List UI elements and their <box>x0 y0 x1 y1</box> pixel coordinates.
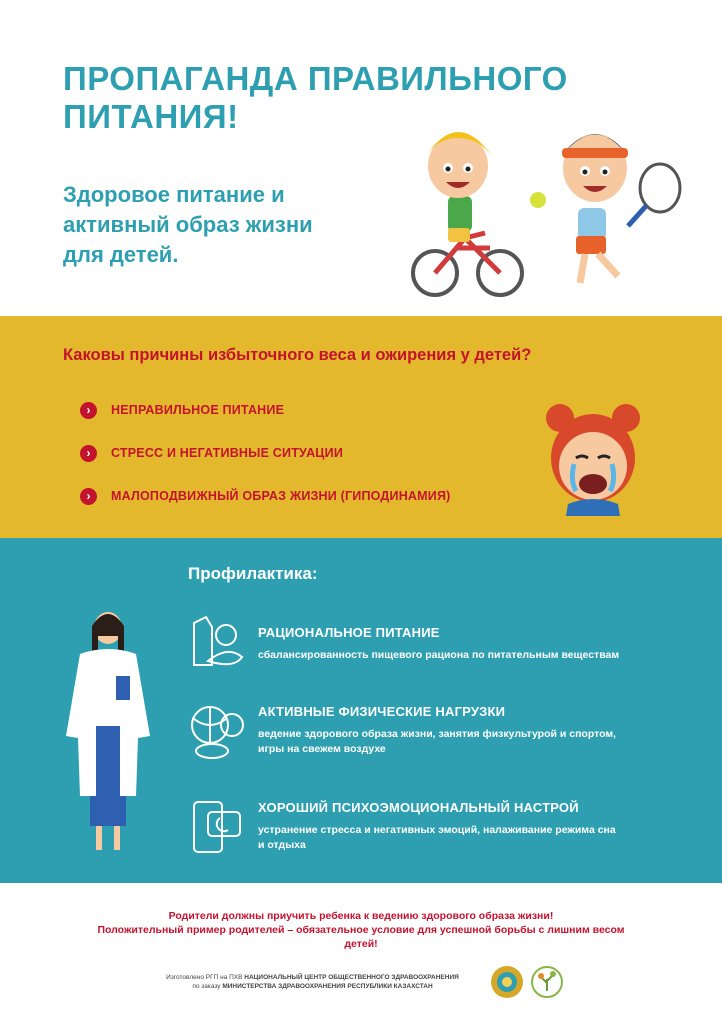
footer-credits <box>140 973 485 991</box>
credits-line-2: по заказу МИНИСТЕРСТВА ЗДРАВООХРАНЕНИЯ РЕСПУБЛИКИ КАЗАХСТАН <box>192 983 433 990</box>
footer-message <box>60 909 662 951</box>
title-line-1: ПРОПАГАНДА ПРАВИЛЬНОГО <box>63 60 568 97</box>
footer-section <box>0 883 722 1024</box>
prevention-heading-activity: АКТИВНЫЕ ФИЗИЧЕСКИЕ НАГРУЗКИ <box>258 704 506 719</box>
prevention-desc-mood <box>258 823 683 853</box>
desc-line: ведение здорового образа жизни, занятия физкультурой и спортом, <box>258 728 617 740</box>
cause-label: СТРЕСС И НЕГАТИВНЫЕ СИТУАЦИИ <box>111 446 344 460</box>
desc-line: игры на свежем воздухе <box>258 743 386 755</box>
cause-label: НЕПРАВИЛЬНОЕ ПИТАНИЕ <box>111 403 285 417</box>
food-icon <box>188 613 246 671</box>
chevron-right-icon: › <box>80 488 97 505</box>
doctor-illustration <box>58 606 158 856</box>
cause-item-inactivity <box>80 486 451 506</box>
footer-message-line-3: детей! <box>344 938 378 950</box>
prevention-heading-mood: ХОРОШИЙ ПСИХОЭМОЦИОНАЛЬНЫЙ НАСТРОЙ <box>258 800 579 815</box>
prevention-section <box>0 538 722 883</box>
bike-boy-figure <box>413 132 522 295</box>
desc-line: и отдыха <box>258 839 306 851</box>
causes-section <box>0 316 722 538</box>
desc-line: устранение стресса и негативных эмоций, налаживание режима сна <box>258 824 616 836</box>
subtitle-line-1: Здоровое питание и <box>63 182 285 207</box>
causes-question: Каковы причины избыточного веса и ожирения у детей? <box>63 346 532 364</box>
subtitle-line-3: для детей. <box>63 242 179 267</box>
cause-item-stress <box>80 443 343 463</box>
title-line-2: ПИТАНИЯ! <box>63 98 239 135</box>
prevention-desc-activity <box>258 727 683 757</box>
chevron-right-icon: › <box>80 402 97 419</box>
footer-message-line-2: Положительный пример родителей – обязательное условие для успешной борьбы с лишним весом <box>97 924 625 936</box>
phone-sleep-icon <box>188 798 246 856</box>
header-section <box>0 0 722 316</box>
tennis-boy-figure <box>530 134 680 283</box>
sport-balls-icon <box>188 701 246 759</box>
prevention-desc-nutrition <box>258 648 683 663</box>
subtitle-line-2: активный образ жизни <box>63 212 313 237</box>
desc-line: сбалансированность пищевого рациона по питательным веществам <box>258 649 620 661</box>
cause-label: МАЛОПОДВИЖНЫЙ ОБРАЗ ЖИЗНИ (ГИПОДИНАМИЯ) <box>111 489 451 503</box>
chevron-right-icon: › <box>80 445 97 462</box>
prevention-heading-nutrition: РАЦИОНАЛЬНОЕ ПИТАНИЕ <box>258 625 440 640</box>
footer-message-line-1: Родители должны приучить ребенка к ведению здорового образа жизни! <box>168 910 554 922</box>
crying-girl-illustration <box>538 396 648 516</box>
prevention-title: Профилактика: <box>188 564 318 583</box>
subtitle <box>63 180 393 270</box>
credits-line-1: Изготовлено РГП на ПХВ НАЦИОНАЛЬНЫЙ ЦЕНТР ОБЩЕСТВЕННОГО ЗДРАВООХРАНЕНИЯ <box>166 974 459 981</box>
kazakhstan-emblem-logo <box>490 965 524 999</box>
cause-item-diet <box>80 400 284 420</box>
health-center-logo <box>530 965 564 999</box>
kids-illustration <box>390 108 690 303</box>
